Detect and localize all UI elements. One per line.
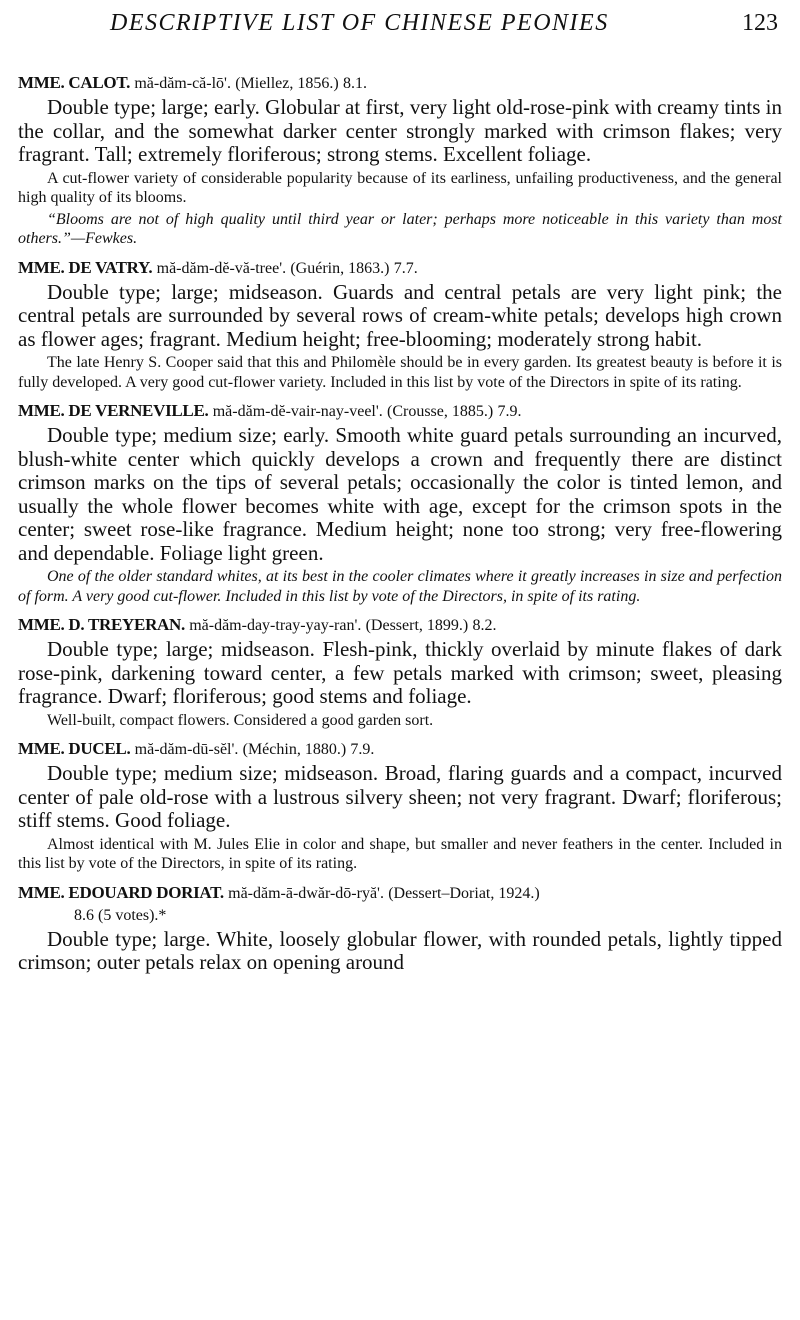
entry-pronunciation: mă-dăm-day-tray-yay-ran'. [189, 617, 362, 634]
entry-description: Double type; medium size; midseason. Broad, flaring guards and a compact, incurved center of pale old-rose with a lustrous silvery sheen; not very fragrant. Dwarf; floriferous; stiff stems. Good foliage. [18, 761, 782, 832]
entry-name: MME. CALOT. [18, 73, 131, 92]
entry-origin: (Crousse, 1885.) [387, 403, 494, 420]
entry-note: Almost identical with M. Jules Elie in color and shape, but smaller and never feathers in the center. Included in this list by vote of the Directors, in spite of its rating. [18, 835, 782, 872]
entry-origin: (Miellez, 1856.) [235, 75, 339, 92]
peony-entry [18, 72, 782, 249]
entry-rating: 7.7. [393, 259, 418, 277]
entry-pronunciation: mă-dăm-dĕ-vă-tree'. [156, 259, 287, 277]
entry-description: Double type; large; midseason. Flesh-pink, thickly overlaid by minute flakes of dark rose-pink, darkening toward center, a few petals marked with crimson; sweet, pleasing fragrance. Dwarf; floriferous; good stems and foliage. [18, 637, 782, 708]
entry-rating: 8.1. [342, 75, 367, 92]
entry-origin: (Dessert–Doriat, 1924.) [388, 884, 540, 902]
entry-rating: 8.2. [472, 617, 497, 634]
entry-pronunciation: mă-dăm-dū-sĕl'. [134, 741, 239, 758]
entry-pronunciation: mă-dăm-dĕ-vair-nay-veel'. [212, 403, 383, 420]
entry-name: MME. DUCEL. [18, 739, 131, 758]
entry-rating: 7.9. [350, 741, 375, 758]
entry-origin: (Dessert, 1899.) [365, 617, 469, 634]
page-number: 123 [742, 10, 778, 36]
entry-description: Double type; large; midseason. Guards and central petals are very light pink; the central petals are surrounded by several rows of cream-white petals; develops high crown as flower ages; fragrant. Medium height; free-blooming; moderately strong habit. [18, 279, 782, 351]
entry-name: MME. D. TREYERAN. [18, 615, 185, 634]
entry-heading [18, 882, 782, 927]
entry-name: MME. DE VERNEVILLE. [18, 401, 209, 420]
entry-heading [18, 72, 782, 95]
peony-entry [18, 400, 782, 606]
entry-heading [18, 400, 782, 423]
entry-heading [18, 738, 782, 761]
entry-note: A cut-flower variety of considerable popularity because of its earliness, unfailing productiveness, and the general high quality of its blooms. [18, 169, 782, 206]
entry-note: One of the older standard whites, at its best in the cooler climates where it greatly increases in size and perfection of form. A very good cut-flower. Included in this list by vote of the Directors, in spite of its rating. [18, 568, 782, 605]
peony-entry [18, 882, 782, 975]
entry-heading [18, 257, 782, 280]
entry-pronunciation: mă-dăm-ā-dwăr-dō-ryă'. [228, 884, 384, 902]
entry-description: Double type; medium size; early. Smooth white guard petals surrounding an incurved, blush-white center which quickly develops a crown and frequently there are distinct crimson marks on the tips of several petals; occasionally the color is tinted lemon, and usually the whole flower becomes white with age, except for the crimson spots in the center; sweet rose-like fragrance. Medium height; none too strong; very free-flowering and dependable. Foliage light green. [18, 423, 782, 565]
entry-description: Double type; large; early. Globular at first, very light old-rose-pink with creamy tints in the collar, and the somewhat darker center strongly marked with crimson flakes; very fragrant. Tall; extremely floriferous; strong stems. Excellent foliage. [18, 95, 782, 166]
peony-entry [18, 257, 782, 393]
entry-heading [18, 614, 782, 637]
running-head [18, 10, 782, 46]
entry-name: MME. DE VATRY. [18, 257, 153, 277]
entry-rating: 8.6 (5 votes).* [74, 906, 167, 924]
entry-description: Double type; large. White, loosely globular flower, with rounded petals, lightly tipped crimson; outer petals relax on opening around [18, 926, 782, 974]
entry-origin: (Méchin, 1880.) [242, 741, 347, 758]
entry-note: The late Henry S. Cooper said that this and Philomèle should be in every garden. Its greatest beauty is before it is fully developed. A very good cut-flower variety. Included in this list by vote of the Directors in spite of its rating. [18, 354, 782, 391]
entry-origin: (Guérin, 1863.) [290, 259, 390, 277]
entry-quote: “Blooms are not of high quality until third year or later; perhaps more noticeable in this variety than most others.”—Fewkes. [18, 210, 782, 247]
entry-name: MME. EDOUARD DORIAT. [18, 882, 224, 902]
running-title: DESCRIPTIVE LIST OF CHINESE PEONIES [110, 10, 609, 36]
entry-pronunciation: mă-dăm-că-lō'. [134, 75, 231, 92]
peony-entry [18, 738, 782, 874]
entry-rating: 7.9. [497, 403, 522, 420]
entry-note: Well-built, compact flowers. Considered a good garden sort. [47, 711, 434, 729]
peony-entry [18, 614, 782, 730]
